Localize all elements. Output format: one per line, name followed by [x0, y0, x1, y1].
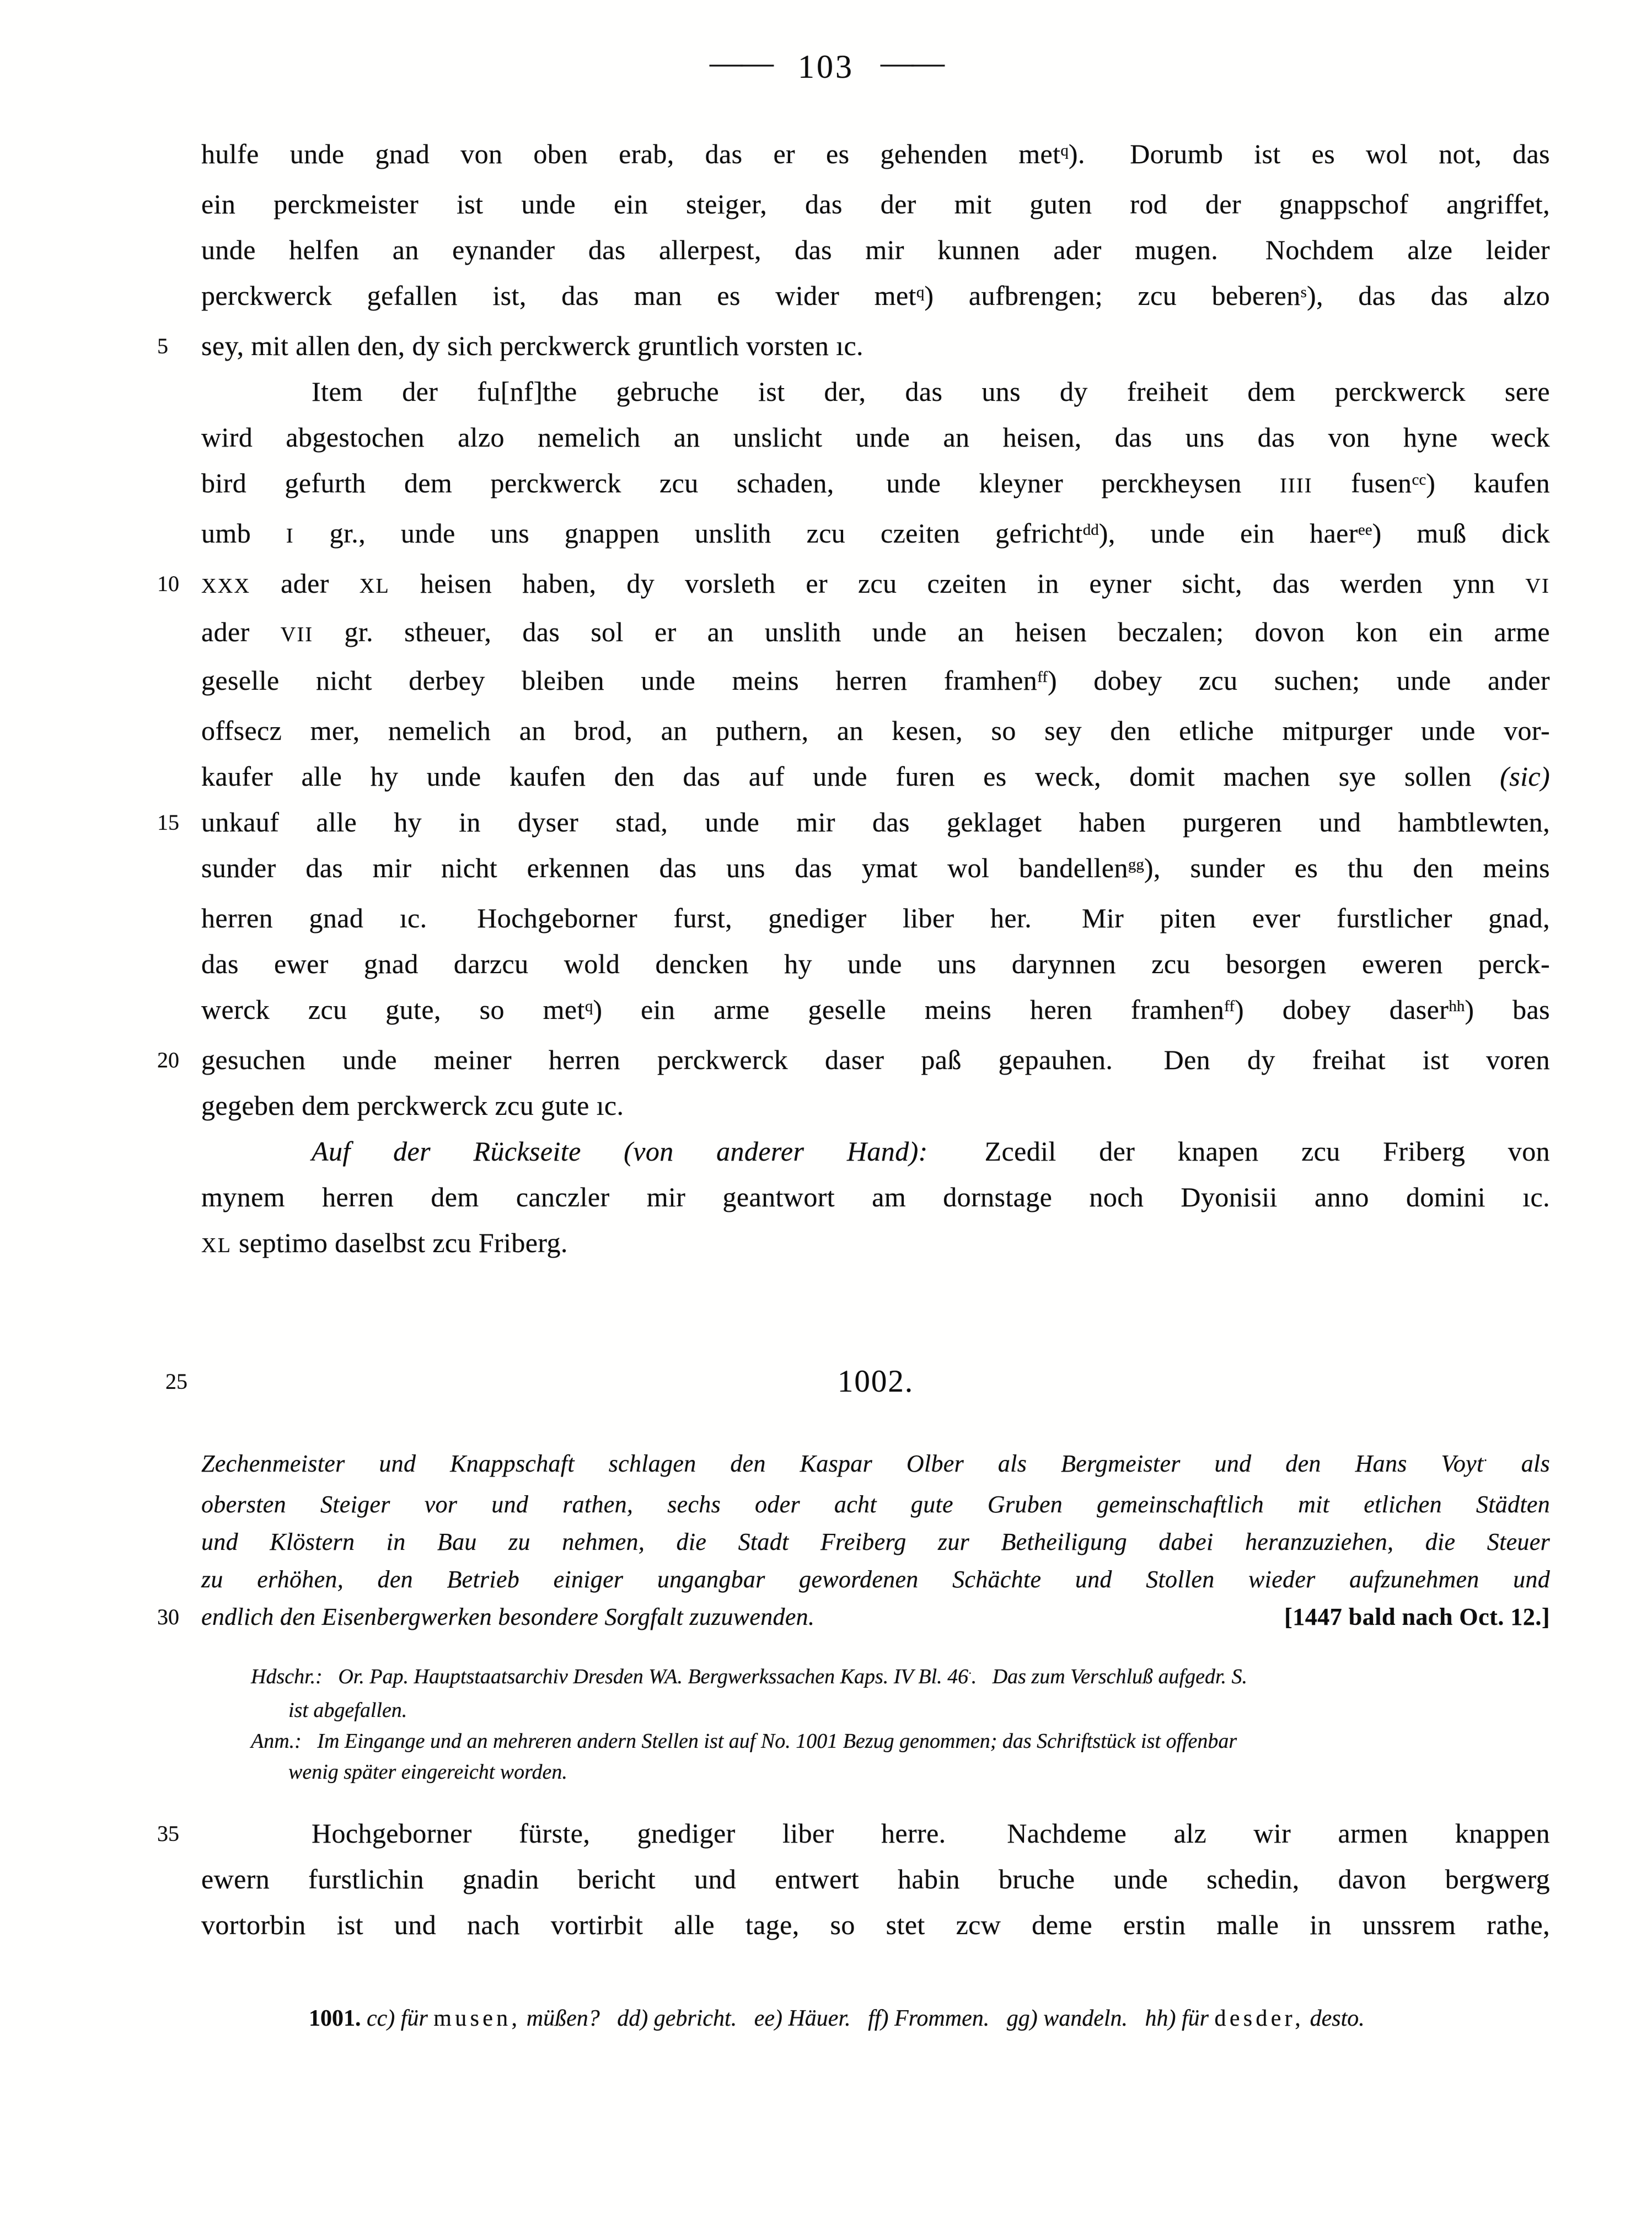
- text-line: [288, 1695, 1550, 1726]
- text-line: [201, 658, 1550, 708]
- line-text: unkauf alle hy in dyser stad, unde mir das geklaget haben purgeren und hambtlewten,: [201, 807, 1550, 837]
- text-line: [201, 1174, 1550, 1220]
- text-line: [201, 1220, 1550, 1269]
- text-line: [157, 1037, 1550, 1083]
- line-text: XL septimo daselbst zcu Friberg.: [201, 1227, 568, 1258]
- line-text: sunder das mir nicht erkennen das uns das ymat wol bandellen$^{gg}$), sunder es thu den meins: [201, 852, 1550, 883]
- line-text: unde helfen an eynander das allerpest, das mir kunnen ader mugen. Nochdem alze leider: [201, 234, 1550, 265]
- margin-line-number: 30: [157, 1604, 179, 1629]
- text-line: [157, 323, 1550, 369]
- text-line: [157, 1811, 1550, 1856]
- line-text: ein perckmeister ist unde ein steiger, das der mit guten rod der gnappschof angriffet,: [201, 189, 1550, 219]
- line-text: Anm.: Im Eingange und an mehreren andern Stellen ist auf No. 1001 Bezug genommen; das Schriftstück ist offenbar: [251, 1730, 1237, 1753]
- header-dash-left: ——: [710, 44, 771, 80]
- line-text: wenig später eingereicht worden.: [288, 1760, 567, 1784]
- text-line: [201, 460, 1550, 511]
- text-line: [157, 561, 1551, 609]
- text-line: [201, 708, 1550, 754]
- line-text: zu erhöhen, den Betrieb einiger ungangbar gewordenen Schächte und Stollen wieder aufzunehmen und: [201, 1566, 1550, 1593]
- source-apparatus: [251, 1661, 1550, 1787]
- text-line: [201, 1561, 1550, 1598]
- text-line: [201, 369, 1550, 415]
- text-line: [157, 1598, 1550, 1636]
- text-line: [157, 799, 1550, 845]
- text-line: [201, 754, 1550, 799]
- text-line: [201, 1083, 1550, 1129]
- entry-regest-summary: [157, 1445, 1550, 1636]
- line-text: 1001. cc) für musen, müßen? dd) gebricht. ee) Häuer. ff) Frommen. gg) wandeln. hh) für desder, desto.: [309, 2006, 1365, 2031]
- text-line: [201, 895, 1550, 941]
- text-line: [201, 1486, 1550, 1523]
- text-line: [201, 941, 1550, 987]
- line-text: Hdschr.: Or. Pap. Hauptstaatsarchiv Dresden WA. Bergwerkssachen Kaps. IV Bl. 46·. Das zum Verschluß aufgedr. S.: [251, 1665, 1248, 1688]
- line-text: Auf der Rückseite (von anderer Hand): Zcedil der knapen zcu Friberg von: [312, 1136, 1550, 1167]
- text-line: [201, 415, 1550, 460]
- paragraph-item-fifth: [157, 369, 1551, 1129]
- text-line: [288, 1757, 1550, 1787]
- line-text: kaufer alle hy unde kaufen den das auf unde furen es weck, domit machen sye sollen (sic): [201, 761, 1550, 792]
- line-text: sey, mit allen den, dy sich perckwerck gruntlich vorsten ıc.: [201, 330, 863, 361]
- text-line: [201, 1129, 1550, 1174]
- entry-heading-1002: [165, 1359, 1550, 1404]
- margin-line-number: 15: [157, 810, 179, 835]
- document-body: [0, 131, 1652, 2034]
- text-line: [201, 227, 1550, 273]
- line-text: offsecz mer, nemelich an brod, an puthern, an kesen, so sey den etliche mitpurger unde vor-: [201, 715, 1550, 746]
- line-text: perckwerck gefallen ist, das man es wider met$^q$) aufbrengen; zcu beberen$^s$), das das alzo: [201, 280, 1550, 311]
- text-line: [201, 1856, 1550, 1902]
- line-text: XXX ader XL heisen haben, dy vorsleth er zcu czeiten in eyner sicht, das werden ynn VI: [201, 568, 1551, 599]
- text-line: [201, 845, 1550, 895]
- line-text: endlich den Eisenbergwerken besondere Sorgfalt zuzuwenden.: [201, 1603, 815, 1630]
- paragraph-entry-text: [157, 1811, 1550, 1948]
- page-number: 103: [798, 49, 854, 85]
- margin-line-number: 35: [157, 1821, 179, 1846]
- line-text: umb I gr., unde uns gnappen unslith zcu czeiten gefricht$^{dd}$), unde ein haer$^{ee}$) muß dick: [201, 518, 1550, 549]
- line-text: Zechenmeister und Knappschaft schlagen den Kaspar Olber als Bergmeister und den Hans Voyt· als: [201, 1450, 1550, 1477]
- date-annotation: [1447 bald nach Oct. 12.]: [1284, 1603, 1550, 1630]
- footnote-1001: [309, 2003, 1550, 2034]
- paragraph-continuation: [157, 131, 1551, 369]
- text-line: [201, 1902, 1550, 1948]
- text-line: [165, 1359, 1550, 1404]
- text-line: [201, 1523, 1550, 1561]
- line-text: vortorbin ist und nach vortirbit alle tage, so stet zcw deme erstin malle in unssrem rathe,: [201, 1909, 1550, 1940]
- line-text: Hochgeborner fürste, gnediger liber herre. Nachdeme alz wir armen knappen: [312, 1818, 1550, 1849]
- line-text: gegeben dem perckwerck zcu gute ıc.: [201, 1090, 624, 1121]
- text-line: [201, 609, 1550, 658]
- line-text: herren gnad ıc. Hochgeborner furst, gnediger liber her. Mir piten ever furstlicher gnad,: [201, 903, 1550, 933]
- margin-line-number: 10: [157, 571, 179, 596]
- line-text: gesuchen unde meiner herren perckwerck daser paß gepauhen. Den dy freihat ist voren: [201, 1044, 1550, 1075]
- text-line: [251, 1661, 1550, 1695]
- line-text: ader VII gr. stheuer, das sol er an unslith unde an heisen beczalen; dovon kon ein arme: [201, 616, 1550, 647]
- line-text: obersten Steiger vor und rathen, sechs oder acht gute Gruben gemeinschaftlich mit etlichen Städten: [201, 1491, 1550, 1518]
- line-text: ewern furstlichin gnadin bericht und entwert habin bruche unde schedin, davon bergwerg: [201, 1864, 1550, 1894]
- line-text: ist abgefallen.: [288, 1699, 407, 1722]
- text-line: [309, 2003, 1550, 2034]
- text-line: [201, 273, 1550, 323]
- text-line: [251, 1726, 1550, 1757]
- text-line: [201, 131, 1550, 181]
- margin-line-number: 5: [157, 334, 168, 358]
- line-text: Item der fu[nf]the gebruche ist der, das uns dy freiheit dem perckwerck sere: [312, 376, 1550, 407]
- text-line: [201, 1445, 1550, 1486]
- line-text: mynem herren dem canczler mir geantwort am dornstage noch Dyonisii anno domini ıc.: [201, 1182, 1550, 1212]
- line-text: das ewer gnad darzcu wold dencken hy unde uns darynnen zcu besorgen eweren perck-: [201, 948, 1550, 979]
- line-text: 1002.: [837, 1364, 914, 1399]
- margin-line-number: 20: [157, 1048, 179, 1072]
- text-line: [201, 511, 1550, 561]
- line-text: wird abgestochen alzo nemelich an unslicht unde an heisen, das uns das von hyne weck: [201, 422, 1550, 453]
- line-text: hulfe unde gnad von oben erab, das er es gehenden met$^q$). Dorumb ist es wol not, das: [201, 138, 1551, 169]
- paragraph-verso-note: [201, 1129, 1550, 1269]
- page-header: [0, 44, 1652, 85]
- header-dash-right: ——: [881, 44, 942, 80]
- text-line: [201, 181, 1550, 227]
- line-text: werck zcu gute, so met$^q$) ein arme geselle meins heren framhen$^{ff}$) dobey daser$^{hh}$) bas: [201, 994, 1550, 1025]
- line-text: geselle nicht derbey bleiben unde meins herren framhen$^{ff}$) dobey zcu suchen; unde ander: [201, 665, 1550, 696]
- line-text: bird gefurth dem perckwerck zcu schaden, unde kleyner perckheysen IIII fusen$^{cc}$) kaufen: [201, 468, 1551, 498]
- text-line: [201, 987, 1550, 1037]
- line-text: und Klöstern in Bau zu nehmen, die Stadt Freiberg zur Betheiligung dabei heranzuziehen, die Steuer: [201, 1528, 1550, 1555]
- margin-line-number: 25: [165, 1369, 187, 1394]
